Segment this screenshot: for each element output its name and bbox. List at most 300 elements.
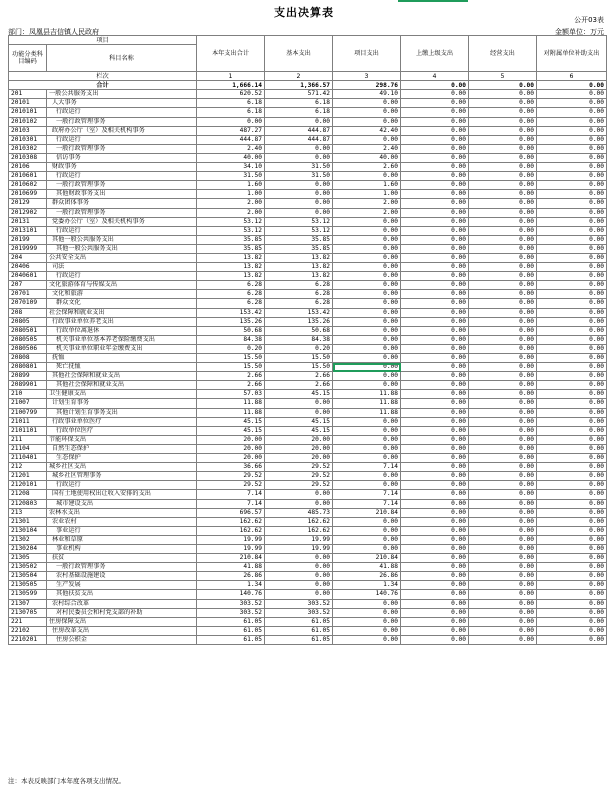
- row-upper-cell[interactable]: 0.00: [401, 572, 469, 581]
- row-operating-cell[interactable]: 0.00: [469, 199, 537, 208]
- row-upper-cell[interactable]: 0.00: [401, 344, 469, 353]
- row-total-cell[interactable]: 1.60: [197, 181, 265, 190]
- row-basic-cell[interactable]: 19.99: [265, 544, 333, 553]
- row-operating-cell[interactable]: 0.00: [469, 90, 537, 99]
- row-operating-cell[interactable]: 0.00: [469, 208, 537, 217]
- row-code-cell[interactable]: 21302: [9, 535, 47, 544]
- row-subsidy-cell[interactable]: 0.00: [537, 208, 607, 217]
- row-project-cell[interactable]: 1.00: [333, 190, 401, 199]
- row-operating-cell[interactable]: 0.00: [469, 535, 537, 544]
- row-code-cell[interactable]: 2019999: [9, 244, 47, 253]
- row-project-cell[interactable]: 0.00: [333, 454, 401, 463]
- row-basic-cell[interactable]: 13.82: [265, 272, 333, 281]
- row-name-cell[interactable]: 城乡社区支出: [47, 463, 197, 472]
- row-operating-cell[interactable]: 0.00: [469, 217, 537, 226]
- row-upper-cell[interactable]: 0.00: [401, 635, 469, 644]
- row-subsidy-cell[interactable]: 0.00: [537, 526, 607, 535]
- row-name-cell[interactable]: 对村民委员会和村党支部的补助: [47, 608, 197, 617]
- row-name-cell[interactable]: 生态保护: [47, 454, 197, 463]
- row-operating-cell[interactable]: 0.00: [469, 117, 537, 126]
- row-project-cell[interactable]: 0.00: [333, 235, 401, 244]
- row-code-cell[interactable]: 21201: [9, 472, 47, 481]
- row-operating-cell[interactable]: 0.00: [469, 144, 537, 153]
- row-project-cell[interactable]: 0.00: [333, 381, 401, 390]
- row-code-cell[interactable]: 20808: [9, 354, 47, 363]
- row-upper-cell[interactable]: 0.00: [401, 554, 469, 563]
- row-basic-cell[interactable]: 31.50: [265, 172, 333, 181]
- row-operating-cell[interactable]: 0.00: [469, 308, 537, 317]
- row-basic-cell[interactable]: 0.00: [265, 181, 333, 190]
- row-upper-cell[interactable]: 0.00: [401, 535, 469, 544]
- row-code-cell[interactable]: 20103: [9, 126, 47, 135]
- row-upper-cell[interactable]: 0.00: [401, 472, 469, 481]
- row-operating-cell[interactable]: 0.00: [469, 126, 537, 135]
- row-total-cell[interactable]: 53.12: [197, 226, 265, 235]
- row-name-cell[interactable]: 信访事务: [47, 153, 197, 162]
- row-upper-cell[interactable]: 0.00: [401, 199, 469, 208]
- row-total-cell[interactable]: 6.28: [197, 290, 265, 299]
- row-project-cell[interactable]: 0.00: [333, 372, 401, 381]
- row-subsidy-cell[interactable]: 0.00: [537, 317, 607, 326]
- row-upper-cell[interactable]: 0.00: [401, 563, 469, 572]
- row-name-cell[interactable]: 农林水支出: [47, 508, 197, 517]
- row-upper-cell[interactable]: 0.00: [401, 617, 469, 626]
- row-total-cell[interactable]: 303.52: [197, 608, 265, 617]
- row-upper-cell[interactable]: 0.00: [401, 208, 469, 217]
- row-subsidy-cell[interactable]: 0.00: [537, 117, 607, 126]
- row-project-cell[interactable]: 40.00: [333, 153, 401, 162]
- row-total-cell[interactable]: 0.20: [197, 344, 265, 353]
- row-name-cell[interactable]: 人大事务: [47, 99, 197, 108]
- row-subsidy-cell[interactable]: 0.00: [537, 126, 607, 135]
- row-total-cell[interactable]: 2.66: [197, 381, 265, 390]
- row-project-cell[interactable]: 0.00: [333, 344, 401, 353]
- row-project-cell[interactable]: 0.00: [333, 544, 401, 553]
- row-basic-cell[interactable]: 0.00: [265, 117, 333, 126]
- row-basic-cell[interactable]: 61.05: [265, 635, 333, 644]
- row-subsidy-cell[interactable]: 0.00: [537, 372, 607, 381]
- row-total-cell[interactable]: 61.05: [197, 617, 265, 626]
- header-col-subsidy[interactable]: 对附属单位补助支出: [537, 36, 607, 72]
- row-project-cell[interactable]: 0.00: [333, 363, 401, 372]
- row-basic-cell[interactable]: 0.00: [265, 199, 333, 208]
- row-code-cell[interactable]: 2080501: [9, 326, 47, 335]
- row-basic-cell[interactable]: 15.50: [265, 354, 333, 363]
- row-total-cell[interactable]: 444.87: [197, 135, 265, 144]
- row-operating-cell[interactable]: 0.00: [469, 508, 537, 517]
- row-operating-cell[interactable]: 0.00: [469, 408, 537, 417]
- row-code-cell[interactable]: 2130504: [9, 572, 47, 581]
- row-project-cell[interactable]: 0.00: [333, 626, 401, 635]
- row-total-cell[interactable]: 7.14: [197, 490, 265, 499]
- row-basic-cell[interactable]: 0.00: [265, 144, 333, 153]
- row-upper-cell[interactable]: 0.00: [401, 126, 469, 135]
- row-basic-cell[interactable]: 162.62: [265, 526, 333, 535]
- row-upper-cell[interactable]: 0.00: [401, 490, 469, 499]
- row-total-cell[interactable]: 487.27: [197, 126, 265, 135]
- row-operating-cell[interactable]: 0.00: [469, 344, 537, 353]
- row-upper-cell[interactable]: 0.00: [401, 308, 469, 317]
- row-name-cell[interactable]: 机关事业单位基本养老保险缴费支出: [47, 335, 197, 344]
- row-project-cell[interactable]: 7.14: [333, 463, 401, 472]
- row-basic-cell[interactable]: 20.00: [265, 444, 333, 453]
- row-operating-cell[interactable]: 0.00: [469, 181, 537, 190]
- row-total-cell[interactable]: 57.03: [197, 390, 265, 399]
- row-basic-cell[interactable]: 6.28: [265, 290, 333, 299]
- row-upper-cell[interactable]: 0.00: [401, 181, 469, 190]
- row-basic-cell[interactable]: 50.68: [265, 326, 333, 335]
- row-operating-cell[interactable]: 0.00: [469, 572, 537, 581]
- row-total-cell[interactable]: 36.66: [197, 463, 265, 472]
- row-total-cell[interactable]: 34.10: [197, 163, 265, 172]
- row-subsidy-cell[interactable]: 0.00: [537, 290, 607, 299]
- row-operating-cell[interactable]: 0.00: [469, 563, 537, 572]
- row-upper-cell[interactable]: 0.00: [401, 135, 469, 144]
- row-code-cell[interactable]: 2120101: [9, 481, 47, 490]
- row-code-cell[interactable]: 2130505: [9, 581, 47, 590]
- row-subsidy-cell[interactable]: 0.00: [537, 226, 607, 235]
- header-col-num[interactable]: 3: [333, 72, 401, 81]
- row-subsidy-cell[interactable]: 0.00: [537, 572, 607, 581]
- row-subsidy-cell[interactable]: 0.00: [537, 135, 607, 144]
- row-total-cell[interactable]: 45.15: [197, 417, 265, 426]
- total-cell[interactable]: 0.00: [537, 81, 607, 90]
- row-total-cell[interactable]: 153.42: [197, 308, 265, 317]
- row-code-cell[interactable]: 20701: [9, 290, 47, 299]
- header-func-name[interactable]: 科目名称: [47, 45, 197, 72]
- row-subsidy-cell[interactable]: 0.00: [537, 308, 607, 317]
- row-upper-cell[interactable]: 0.00: [401, 317, 469, 326]
- header-col-num[interactable]: 6: [537, 72, 607, 81]
- row-total-cell[interactable]: 6.28: [197, 299, 265, 308]
- row-name-cell[interactable]: 农村基础设施建设: [47, 572, 197, 581]
- header-col-operating[interactable]: 经营支出: [469, 36, 537, 72]
- row-subsidy-cell[interactable]: 0.00: [537, 281, 607, 290]
- row-upper-cell[interactable]: 0.00: [401, 426, 469, 435]
- row-subsidy-cell[interactable]: 0.00: [537, 363, 607, 372]
- row-total-cell[interactable]: 2.40: [197, 144, 265, 153]
- row-name-cell[interactable]: 机关事业单位职业年金缴费支出: [47, 344, 197, 353]
- row-subsidy-cell[interactable]: 0.00: [537, 481, 607, 490]
- row-code-cell[interactable]: 2130599: [9, 590, 47, 599]
- row-subsidy-cell[interactable]: 0.00: [537, 399, 607, 408]
- row-project-cell[interactable]: 11.88: [333, 390, 401, 399]
- row-project-cell[interactable]: 1.60: [333, 181, 401, 190]
- row-total-cell[interactable]: 20.00: [197, 454, 265, 463]
- total-cell[interactable]: 298.76: [333, 81, 401, 90]
- row-project-cell[interactable]: 0.00: [333, 426, 401, 435]
- row-upper-cell[interactable]: 0.00: [401, 508, 469, 517]
- row-operating-cell[interactable]: 0.00: [469, 190, 537, 199]
- row-upper-cell[interactable]: 0.00: [401, 363, 469, 372]
- row-subsidy-cell[interactable]: 0.00: [537, 408, 607, 417]
- row-name-cell[interactable]: 其他一般公共服务支出: [47, 244, 197, 253]
- row-subsidy-cell[interactable]: 0.00: [537, 263, 607, 272]
- row-code-cell[interactable]: 20131: [9, 217, 47, 226]
- row-upper-cell[interactable]: 0.00: [401, 163, 469, 172]
- row-operating-cell[interactable]: 0.00: [469, 444, 537, 453]
- row-total-cell[interactable]: 26.86: [197, 572, 265, 581]
- row-upper-cell[interactable]: 0.00: [401, 444, 469, 453]
- row-basic-cell[interactable]: 2.66: [265, 381, 333, 390]
- row-project-cell[interactable]: 0.00: [333, 535, 401, 544]
- row-name-cell[interactable]: 事业运行: [47, 526, 197, 535]
- row-total-cell[interactable]: 6.18: [197, 108, 265, 117]
- row-basic-cell[interactable]: 0.00: [265, 581, 333, 590]
- row-operating-cell[interactable]: 0.00: [469, 626, 537, 635]
- row-upper-cell[interactable]: 0.00: [401, 99, 469, 108]
- row-upper-cell[interactable]: 0.00: [401, 108, 469, 117]
- row-subsidy-cell[interactable]: 0.00: [537, 463, 607, 472]
- row-project-cell[interactable]: 0.00: [333, 444, 401, 453]
- row-subsidy-cell[interactable]: 0.00: [537, 90, 607, 99]
- row-operating-cell[interactable]: 0.00: [469, 599, 537, 608]
- row-name-cell[interactable]: 群众文化: [47, 299, 197, 308]
- row-total-cell[interactable]: 53.12: [197, 217, 265, 226]
- row-basic-cell[interactable]: 6.28: [265, 281, 333, 290]
- row-basic-cell[interactable]: 0.00: [265, 208, 333, 217]
- row-basic-cell[interactable]: 31.50: [265, 163, 333, 172]
- row-subsidy-cell[interactable]: 0.00: [537, 454, 607, 463]
- row-code-cell[interactable]: 20899: [9, 372, 47, 381]
- row-operating-cell[interactable]: 0.00: [469, 526, 537, 535]
- row-basic-cell[interactable]: 20.00: [265, 435, 333, 444]
- total-cell[interactable]: 1,666.14: [197, 81, 265, 90]
- row-subsidy-cell[interactable]: 0.00: [537, 563, 607, 572]
- row-subsidy-cell[interactable]: 0.00: [537, 108, 607, 117]
- row-name-cell[interactable]: 行政运行: [47, 226, 197, 235]
- row-upper-cell[interactable]: 0.00: [401, 253, 469, 262]
- row-subsidy-cell[interactable]: 0.00: [537, 199, 607, 208]
- row-operating-cell[interactable]: 0.00: [469, 235, 537, 244]
- header-project[interactable]: 项目: [9, 36, 197, 45]
- row-name-cell[interactable]: 住房公积金: [47, 635, 197, 644]
- row-operating-cell[interactable]: 0.00: [469, 335, 537, 344]
- row-basic-cell[interactable]: 444.87: [265, 126, 333, 135]
- row-code-cell[interactable]: 2130502: [9, 563, 47, 572]
- row-name-cell[interactable]: 文化和旅游: [47, 290, 197, 299]
- row-project-cell[interactable]: 0.00: [333, 172, 401, 181]
- row-total-cell[interactable]: 40.00: [197, 153, 265, 162]
- row-subsidy-cell[interactable]: 0.00: [537, 435, 607, 444]
- row-subsidy-cell[interactable]: 0.00: [537, 590, 607, 599]
- row-project-cell[interactable]: 1.34: [333, 581, 401, 590]
- row-name-cell[interactable]: 财政事务: [47, 163, 197, 172]
- row-basic-cell[interactable]: 0.00: [265, 399, 333, 408]
- row-code-cell[interactable]: 21007: [9, 399, 47, 408]
- header-col-upper[interactable]: 上缴上级支出: [401, 36, 469, 72]
- row-total-cell[interactable]: 45.15: [197, 426, 265, 435]
- row-total-cell[interactable]: 1.34: [197, 581, 265, 590]
- row-subsidy-cell[interactable]: 0.00: [537, 490, 607, 499]
- row-project-cell[interactable]: 210.84: [333, 554, 401, 563]
- row-subsidy-cell[interactable]: 0.00: [537, 163, 607, 172]
- row-operating-cell[interactable]: 0.00: [469, 299, 537, 308]
- row-operating-cell[interactable]: 0.00: [469, 263, 537, 272]
- row-operating-cell[interactable]: 0.00: [469, 381, 537, 390]
- row-subsidy-cell[interactable]: 0.00: [537, 299, 607, 308]
- row-basic-cell[interactable]: 0.00: [265, 563, 333, 572]
- row-name-cell[interactable]: 行政事业单位养老支出: [47, 317, 197, 326]
- row-total-cell[interactable]: 210.84: [197, 554, 265, 563]
- row-subsidy-cell[interactable]: 0.00: [537, 581, 607, 590]
- row-subsidy-cell[interactable]: 0.00: [537, 535, 607, 544]
- row-basic-cell[interactable]: 35.85: [265, 244, 333, 253]
- row-basic-cell[interactable]: 303.52: [265, 599, 333, 608]
- row-project-cell[interactable]: 0.00: [333, 117, 401, 126]
- row-code-cell[interactable]: 207: [9, 281, 47, 290]
- row-code-cell[interactable]: 2080505: [9, 335, 47, 344]
- row-name-cell[interactable]: 计划生育事务: [47, 399, 197, 408]
- row-name-cell[interactable]: 其他一般公共服务支出: [47, 235, 197, 244]
- row-code-cell[interactable]: 213: [9, 508, 47, 517]
- row-upper-cell[interactable]: 0.00: [401, 517, 469, 526]
- row-project-cell[interactable]: 0.00: [333, 599, 401, 608]
- row-name-cell[interactable]: 农业农村: [47, 517, 197, 526]
- row-operating-cell[interactable]: 0.00: [469, 399, 537, 408]
- row-subsidy-cell[interactable]: 0.00: [537, 608, 607, 617]
- row-subsidy-cell[interactable]: 0.00: [537, 99, 607, 108]
- row-name-cell[interactable]: 行政单位离退休: [47, 326, 197, 335]
- row-project-cell[interactable]: 0.00: [333, 617, 401, 626]
- row-code-cell[interactable]: 20406: [9, 263, 47, 272]
- row-total-cell[interactable]: 0.00: [197, 117, 265, 126]
- row-code-cell[interactable]: 2012902: [9, 208, 47, 217]
- row-total-cell[interactable]: 29.52: [197, 472, 265, 481]
- row-upper-cell[interactable]: 0.00: [401, 626, 469, 635]
- row-project-cell[interactable]: 0.00: [333, 517, 401, 526]
- total-cell[interactable]: 0.00: [469, 81, 537, 90]
- row-upper-cell[interactable]: 0.00: [401, 526, 469, 535]
- row-upper-cell[interactable]: 0.00: [401, 299, 469, 308]
- row-subsidy-cell[interactable]: 0.00: [537, 444, 607, 453]
- row-project-cell[interactable]: 7.14: [333, 490, 401, 499]
- row-basic-cell[interactable]: 35.85: [265, 235, 333, 244]
- row-project-cell[interactable]: 2.00: [333, 208, 401, 217]
- row-operating-cell[interactable]: 0.00: [469, 135, 537, 144]
- row-name-cell[interactable]: 司法: [47, 263, 197, 272]
- row-total-cell[interactable]: 15.50: [197, 354, 265, 363]
- row-total-cell[interactable]: 13.82: [197, 253, 265, 262]
- row-project-cell[interactable]: 0.00: [333, 354, 401, 363]
- row-upper-cell[interactable]: 0.00: [401, 226, 469, 235]
- row-subsidy-cell[interactable]: 0.00: [537, 499, 607, 508]
- row-total-cell[interactable]: 15.50: [197, 363, 265, 372]
- row-total-cell[interactable]: 7.14: [197, 499, 265, 508]
- header-func-code[interactable]: 功能分类科目编码: [9, 45, 47, 72]
- row-operating-cell[interactable]: 0.00: [469, 390, 537, 399]
- row-subsidy-cell[interactable]: 0.00: [537, 554, 607, 563]
- row-subsidy-cell[interactable]: 0.00: [537, 390, 607, 399]
- row-subsidy-cell[interactable]: 0.00: [537, 244, 607, 253]
- row-name-cell[interactable]: 一般行政管理事务: [47, 144, 197, 153]
- row-project-cell[interactable]: 0.00: [333, 608, 401, 617]
- row-subsidy-cell[interactable]: 0.00: [537, 153, 607, 162]
- row-total-cell[interactable]: 61.05: [197, 626, 265, 635]
- row-code-cell[interactable]: 2080506: [9, 344, 47, 353]
- row-project-cell[interactable]: 140.76: [333, 590, 401, 599]
- row-name-cell[interactable]: 节能环保支出: [47, 435, 197, 444]
- row-subsidy-cell[interactable]: 0.00: [537, 426, 607, 435]
- row-code-cell[interactable]: 210: [9, 390, 47, 399]
- row-operating-cell[interactable]: 0.00: [469, 417, 537, 426]
- row-project-cell[interactable]: 7.14: [333, 499, 401, 508]
- row-upper-cell[interactable]: 0.00: [401, 281, 469, 290]
- row-project-cell[interactable]: 0.00: [333, 253, 401, 262]
- row-name-cell[interactable]: 抚恤: [47, 354, 197, 363]
- row-operating-cell[interactable]: 0.00: [469, 172, 537, 181]
- row-project-cell[interactable]: 11.88: [333, 399, 401, 408]
- row-subsidy-cell[interactable]: 0.00: [537, 354, 607, 363]
- header-col-num[interactable]: 4: [401, 72, 469, 81]
- row-basic-cell[interactable]: 153.42: [265, 308, 333, 317]
- row-name-cell[interactable]: 林业和草原: [47, 535, 197, 544]
- row-project-cell[interactable]: 0.00: [333, 481, 401, 490]
- row-upper-cell[interactable]: 0.00: [401, 454, 469, 463]
- row-project-cell[interactable]: 0.00: [333, 290, 401, 299]
- row-upper-cell[interactable]: 0.00: [401, 190, 469, 199]
- row-basic-cell[interactable]: 0.00: [265, 499, 333, 508]
- row-project-cell[interactable]: 0.00: [333, 263, 401, 272]
- row-basic-cell[interactable]: 53.12: [265, 226, 333, 235]
- row-project-cell[interactable]: 41.88: [333, 563, 401, 572]
- row-name-cell[interactable]: 公共安全支出: [47, 253, 197, 262]
- row-operating-cell[interactable]: 0.00: [469, 554, 537, 563]
- row-upper-cell[interactable]: 0.00: [401, 399, 469, 408]
- row-operating-cell[interactable]: 0.00: [469, 463, 537, 472]
- row-total-cell[interactable]: 1.00: [197, 190, 265, 199]
- row-code-cell[interactable]: 221: [9, 617, 47, 626]
- row-project-cell[interactable]: 0.00: [333, 435, 401, 444]
- row-operating-cell[interactable]: 0.00: [469, 454, 537, 463]
- row-code-cell[interactable]: 201: [9, 90, 47, 99]
- row-basic-cell[interactable]: 135.26: [265, 317, 333, 326]
- row-basic-cell[interactable]: 53.12: [265, 217, 333, 226]
- row-upper-cell[interactable]: 0.00: [401, 463, 469, 472]
- row-name-cell[interactable]: 政府办公厅（室）及相关机构事务: [47, 126, 197, 135]
- row-operating-cell[interactable]: 0.00: [469, 617, 537, 626]
- row-upper-cell[interactable]: 0.00: [401, 581, 469, 590]
- row-code-cell[interactable]: 2013101: [9, 226, 47, 235]
- row-basic-cell[interactable]: 45.15: [265, 390, 333, 399]
- row-code-cell[interactable]: 2040601: [9, 272, 47, 281]
- row-name-cell[interactable]: 其他社会保障和就业支出: [47, 372, 197, 381]
- row-operating-cell[interactable]: 0.00: [469, 635, 537, 644]
- row-upper-cell[interactable]: 0.00: [401, 235, 469, 244]
- row-operating-cell[interactable]: 0.00: [469, 326, 537, 335]
- row-total-cell[interactable]: 84.38: [197, 335, 265, 344]
- row-project-cell[interactable]: 0.00: [333, 244, 401, 253]
- row-basic-cell[interactable]: 20.00: [265, 454, 333, 463]
- row-name-cell[interactable]: 行政运行: [47, 135, 197, 144]
- row-project-cell[interactable]: 2.60: [333, 163, 401, 172]
- row-upper-cell[interactable]: 0.00: [401, 217, 469, 226]
- row-code-cell[interactable]: 2120803: [9, 499, 47, 508]
- row-code-cell[interactable]: 20129: [9, 199, 47, 208]
- row-total-cell[interactable]: 20.00: [197, 435, 265, 444]
- row-operating-cell[interactable]: 0.00: [469, 244, 537, 253]
- row-total-cell[interactable]: 162.62: [197, 526, 265, 535]
- row-project-cell[interactable]: 0.00: [333, 272, 401, 281]
- row-basic-cell[interactable]: 15.50: [265, 363, 333, 372]
- row-basic-cell[interactable]: 84.38: [265, 335, 333, 344]
- row-subsidy-cell[interactable]: 0.00: [537, 599, 607, 608]
- row-subsidy-cell[interactable]: 0.00: [537, 190, 607, 199]
- row-code-cell[interactable]: 208: [9, 308, 47, 317]
- row-subsidy-cell[interactable]: 0.00: [537, 508, 607, 517]
- row-basic-cell[interactable]: 13.82: [265, 263, 333, 272]
- row-upper-cell[interactable]: 0.00: [401, 481, 469, 490]
